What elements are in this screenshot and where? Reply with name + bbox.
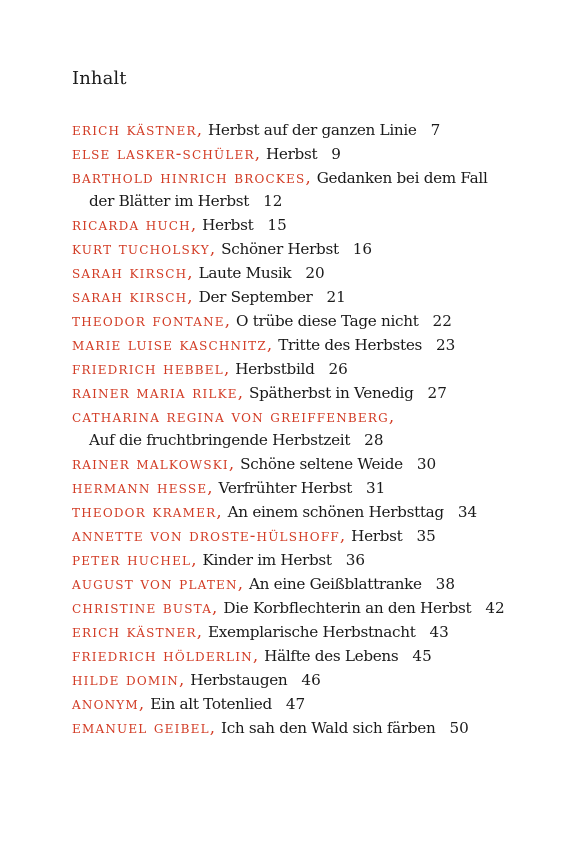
toc-title: Schöne seltene Weide: [240, 455, 403, 473]
toc-author: christine busta,: [72, 598, 219, 617]
toc-entry: [72, 357, 542, 381]
toc-author: sarah kirsch,: [72, 263, 194, 282]
toc-entry: [72, 142, 542, 166]
toc-entry: [72, 381, 542, 405]
table-of-contents: [72, 118, 542, 740]
toc-entry: [72, 118, 542, 142]
toc-author: rainer malkowski,: [72, 454, 236, 473]
toc-author: theodor fontane,: [72, 311, 232, 330]
toc-author: emanuel geibel,: [72, 718, 217, 737]
toc-page-number: 45: [412, 647, 432, 665]
toc-title: Verfrühter Herbst: [218, 479, 353, 497]
toc-entry: [72, 572, 542, 596]
toc-title: Ich sah den Wald sich färben: [221, 719, 436, 737]
toc-title: Herbst auf der ganzen Linie: [207, 121, 417, 139]
toc-title: Tritte des Herbstes: [278, 336, 422, 354]
toc-entry: [72, 237, 542, 261]
toc-author: sarah kirsch,: [72, 287, 194, 306]
toc-entry: [72, 668, 542, 692]
toc-title: Ein alt Totenlied: [150, 695, 272, 713]
toc-page-number: 46: [301, 671, 321, 689]
toc-title: Spätherbst in Venedig: [248, 384, 414, 402]
toc-page-number: 42: [485, 599, 505, 617]
toc-title: Exemplarische Herbstnacht: [207, 623, 416, 641]
toc-title: Gedanken bei dem Fall: [316, 169, 488, 187]
toc-title: An eine Geißblattranke: [248, 575, 422, 593]
toc-author: rainer maria rilke,: [72, 383, 245, 402]
toc-author: ricarda huch,: [72, 215, 198, 234]
toc-entry: [72, 333, 542, 357]
toc-page-number: 15: [267, 216, 287, 234]
toc-title: Herbst: [265, 145, 318, 163]
toc-author: friedrich hölderlin,: [72, 646, 260, 665]
toc-page-number: 43: [429, 623, 449, 641]
toc-author: theodor kramer,: [72, 502, 223, 521]
toc-page-number: 30: [416, 455, 437, 473]
toc-page-number: 35: [416, 527, 436, 545]
toc-title: Kinder im Herbst: [202, 551, 332, 569]
toc-page-number: 7: [430, 121, 441, 139]
toc-page-number: 28: [364, 431, 384, 449]
toc-entry: [72, 620, 542, 644]
toc-author: peter huchel,: [72, 550, 198, 569]
toc-title: Der September: [198, 288, 313, 306]
toc-entry: [72, 261, 542, 285]
toc-title-continuation: [72, 190, 542, 213]
toc-title: Die Korbflechterin an den Herbst: [223, 599, 472, 617]
toc-title: Schöner Herbst: [221, 240, 339, 258]
toc-entry: [72, 596, 542, 620]
toc-entry: [72, 452, 542, 476]
toc-author: kurt tucholsky,: [72, 239, 217, 258]
toc-entry: [72, 166, 542, 213]
toc-title: Hälfte des Lebens: [264, 647, 399, 665]
toc-page-number: 38: [435, 575, 455, 593]
toc-entry: [72, 524, 542, 548]
toc-author: marie luise kaschnitz,: [72, 335, 274, 354]
toc-author: hermann hesse,: [72, 478, 214, 497]
toc-title: O trübe diese Tage nicht: [236, 312, 419, 330]
toc-entry: [72, 476, 542, 500]
toc-entry: [72, 213, 542, 237]
toc-page-number: 36: [345, 551, 366, 569]
toc-title: Herbstaugen: [190, 671, 288, 689]
toc-entry: [72, 309, 542, 333]
toc-author: erich kästner,: [72, 120, 204, 139]
toc-entry: [72, 692, 542, 716]
toc-author: else lasker-schüler,: [72, 144, 262, 163]
toc-page-number: 47: [285, 695, 306, 713]
toc-entry: [72, 716, 542, 740]
toc-page-number: 16: [352, 240, 373, 258]
toc-title: Auf die fruchtbringende Herbstzeit: [89, 431, 351, 449]
toc-author: anonym,: [72, 694, 146, 713]
toc-page-number: 27: [427, 384, 447, 402]
toc-page-number: 20: [305, 264, 325, 282]
toc-title: Herbstbild: [235, 360, 315, 378]
toc-page-number: 26: [328, 360, 348, 378]
toc-author: friedrich hebbel,: [72, 359, 231, 378]
toc-page-number: 23: [436, 336, 456, 354]
toc-entry: [72, 285, 542, 309]
toc-author: annette von droste-hülshoff,: [72, 526, 347, 545]
toc-page-number: 9: [331, 145, 341, 163]
toc-title-continuation: [72, 429, 542, 452]
toc-page-number: 31: [366, 479, 386, 497]
toc-author: catharina regina von greiffenberg,: [72, 407, 396, 426]
toc-author: erich kästner,: [72, 622, 204, 641]
toc-page-number: 34: [457, 503, 478, 521]
toc-author: august von platen,: [72, 574, 245, 593]
toc-entry: [72, 405, 542, 452]
toc-page-number: 21: [326, 288, 346, 306]
toc-author: barthold hinrich brockes,: [72, 168, 312, 187]
toc-author: hilde domin,: [72, 670, 186, 689]
toc-entry: [72, 500, 542, 524]
page-title: Inhalt: [72, 68, 127, 89]
toc-page-number: 12: [263, 192, 283, 210]
toc-title: der Blätter im Herbst: [89, 192, 250, 210]
toc-entry: [72, 644, 542, 668]
toc-title: An einem schönen Herbsttag: [227, 503, 444, 521]
toc-title: Laute Musik: [198, 264, 292, 282]
toc-page-number: 22: [432, 312, 452, 330]
toc-title: Herbst: [351, 527, 403, 545]
toc-page-number: 50: [449, 719, 469, 737]
toc-entry: [72, 548, 542, 572]
toc-title: Herbst: [202, 216, 254, 234]
